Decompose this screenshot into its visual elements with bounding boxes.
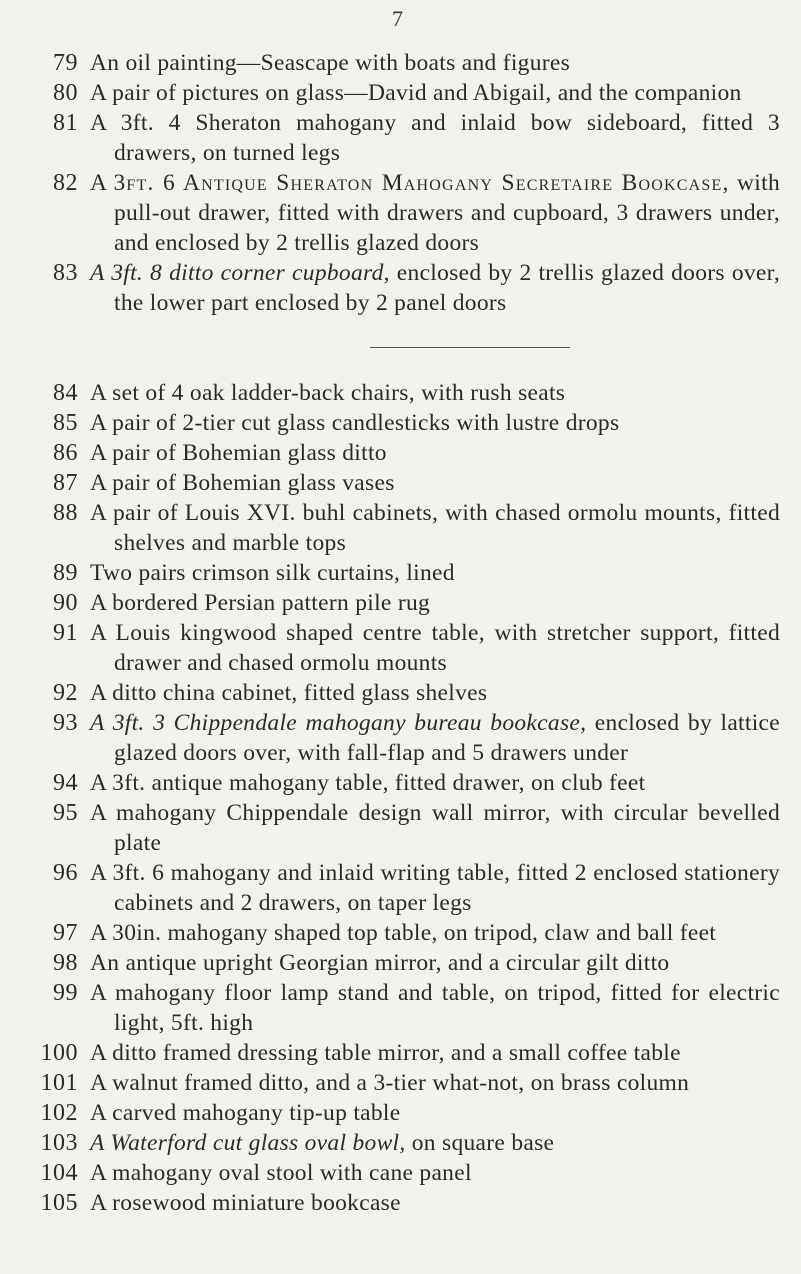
lot-entry (0, 1068, 801, 1098)
lot-entry (0, 558, 801, 588)
lot-description-caps: 3ft. 6 Antique Sheraton Mahogany Secretaire Bookcase, (113, 170, 730, 196)
lot-description-text: A 3ft. 6 mahogany and inlaid writing table, fitted 2 enclosed stationery cabinets and 2 drawers, on taper legs (90, 860, 780, 916)
lot-description-text: A ditto china cabinet, fitted glass shelves (90, 680, 488, 706)
lot-entry (0, 1158, 801, 1188)
lot-description (90, 108, 780, 168)
catalogue-section-two (0, 378, 801, 1218)
lot-entry (0, 1098, 801, 1128)
lot-entry (0, 798, 801, 858)
lot-description-text: A walnut framed ditto, and a 3-tier what-not, on brass column (90, 1070, 690, 1096)
lot-number: 99 (53, 980, 78, 1006)
lot-description-prefix: A (90, 170, 114, 196)
lot-description-text: A pair of Bohemian glass vases (90, 470, 395, 496)
lot-entry (0, 378, 801, 408)
lot-description (90, 1038, 780, 1068)
lot-description-italic: A 3ft. 8 ditto corner cupboard, (90, 260, 390, 286)
lot-description (90, 1098, 780, 1128)
lot-number: 96 (53, 860, 78, 886)
lot-description (90, 948, 780, 978)
lot-number: 86 (53, 440, 78, 466)
lot-description-text: enclosed by 2 trellis glazed doors over, the lower part enclosed by 2 panel doors (114, 260, 781, 316)
lot-description (90, 558, 780, 588)
lot-number: 101 (40, 1070, 78, 1096)
lot-entry (0, 1188, 801, 1218)
lot-description-text: A pair of 2-tier cut glass candlesticks with lustre drops (90, 410, 620, 436)
lot-entry (0, 618, 801, 678)
lot-number: 100 (40, 1040, 78, 1066)
page-number: 7 (392, 6, 403, 31)
lot-entry (0, 498, 801, 558)
lot-number: 92 (53, 680, 78, 706)
lot-number: 87 (53, 470, 78, 496)
lot-description-text: A 3ft. 4 Sheraton mahogany and inlaid bow sideboard, fitted 3 drawers, on turned legs (90, 110, 780, 166)
lot-description (90, 1158, 780, 1188)
lot-description-text: enclosed by lattice glazed doors over, with fall-flap and 5 drawers under (114, 710, 780, 766)
lot-number: 94 (53, 770, 78, 796)
lot-entry (0, 438, 801, 468)
lot-number: 90 (53, 590, 78, 616)
lot-description-text: A mahogany floor lamp stand and table, on tripod, fitted for electric light, 5ft. high (90, 980, 780, 1036)
lot-number: 93 (53, 710, 78, 736)
lot-description-text: A pair of Bohemian glass ditto (90, 440, 387, 466)
lot-number: 81 (53, 110, 78, 136)
lot-number: 103 (40, 1130, 78, 1156)
lot-entry (0, 768, 801, 798)
lot-description-text: A 3ft. antique mahogany table, fitted drawer, on club feet (90, 770, 646, 796)
lot-description-text: A pair of Louis XVI. buhl cabinets, with chased ormolu mounts, fitted shelves and marble tops (90, 500, 780, 556)
lot-description-text: on square base (405, 1130, 555, 1156)
lot-description-text: A pair of pictures on glass—David and Abigail, and the companion (90, 80, 742, 106)
lot-description (90, 378, 780, 408)
lot-entry (0, 858, 801, 918)
lot-description (90, 408, 780, 438)
lot-entry (0, 708, 801, 768)
lot-description-text: A rosewood miniature bookcase (90, 1190, 401, 1216)
lot-description (90, 78, 780, 108)
lot-description-text: Two pairs crimson silk curtains, lined (90, 560, 455, 586)
catalogue-section-one (0, 48, 801, 318)
lot-description (90, 768, 780, 798)
lot-number: 82 (53, 170, 78, 196)
lot-description-italic: A Waterford cut glass oval bowl, (90, 1130, 406, 1156)
lot-description (90, 588, 780, 618)
lot-entry (0, 78, 801, 108)
lot-number: 98 (53, 950, 78, 976)
lot-number: 89 (53, 560, 78, 586)
lot-description-text: A set of 4 oak ladder-back chairs, with rush seats (90, 380, 566, 406)
lot-entry (0, 918, 801, 948)
lot-description (90, 258, 780, 318)
lot-description (90, 468, 780, 498)
lot-description (90, 618, 780, 678)
lot-description (90, 798, 780, 858)
lot-number: 84 (53, 380, 78, 406)
lot-description-text: An oil painting—Seascape with boats and figures (90, 50, 571, 76)
lot-description (90, 1188, 780, 1218)
lot-entry (0, 948, 801, 978)
lot-number: 104 (40, 1160, 78, 1186)
lot-description (90, 498, 780, 558)
lot-entry (0, 1038, 801, 1068)
lot-description (90, 918, 780, 948)
lot-number: 97 (53, 920, 78, 946)
lot-entry (0, 108, 801, 168)
lot-description (90, 1128, 780, 1158)
lot-description-text: A mahogany oval stool with cane panel (90, 1160, 472, 1186)
lot-description (90, 858, 780, 918)
lot-entry (0, 258, 801, 318)
lot-description-text: A 30in. mahogany shaped top table, on tripod, claw and ball feet (90, 920, 717, 946)
lot-description-text: A mahogany Chippendale design wall mirror, with circular bevelled plate (90, 800, 780, 856)
section-divider (370, 347, 570, 348)
lot-description (90, 978, 780, 1038)
lot-description-text: A carved mahogany tip-up table (90, 1100, 401, 1126)
lot-number: 102 (40, 1100, 78, 1126)
lot-number: 105 (40, 1190, 78, 1216)
lot-description (90, 438, 780, 468)
lot-number: 83 (53, 260, 78, 286)
lot-entry (0, 678, 801, 708)
lot-description (90, 1068, 780, 1098)
catalogue (0, 48, 801, 1218)
lot-number: 80 (53, 80, 78, 106)
lot-description (90, 48, 780, 78)
lot-entry (0, 408, 801, 438)
lot-description-italic: A 3ft. 3 Chippendale mahogany bureau bookcase, (90, 710, 587, 736)
lot-description (90, 708, 780, 768)
lot-entry (0, 468, 801, 498)
lot-entry (0, 588, 801, 618)
lot-entry (0, 168, 801, 258)
lot-description-text: An antique upright Georgian mirror, and a circular gilt ditto (90, 950, 670, 976)
lot-entry (0, 1128, 801, 1158)
lot-description (90, 678, 780, 708)
lot-number: 85 (53, 410, 78, 436)
lot-description (90, 168, 780, 258)
lot-description-text: A Louis kingwood shaped centre table, with stretcher support, fitted drawer and chased ormolu mounts (90, 620, 780, 676)
lot-description-text: with pull-out drawer, fitted with drawers and cupboard, 3 drawers under, and enclosed by 2 trellis glazed doors (114, 170, 781, 256)
lot-description-text: A bordered Persian pattern pile rug (90, 590, 431, 616)
lot-number: 91 (53, 620, 78, 646)
lot-number: 79 (53, 50, 78, 76)
lot-number: 88 (53, 500, 78, 526)
lot-entry (0, 978, 801, 1038)
lot-description-text: A ditto framed dressing table mirror, and a small coffee table (90, 1040, 681, 1066)
lot-number: 95 (53, 800, 78, 826)
lot-entry (0, 48, 801, 78)
